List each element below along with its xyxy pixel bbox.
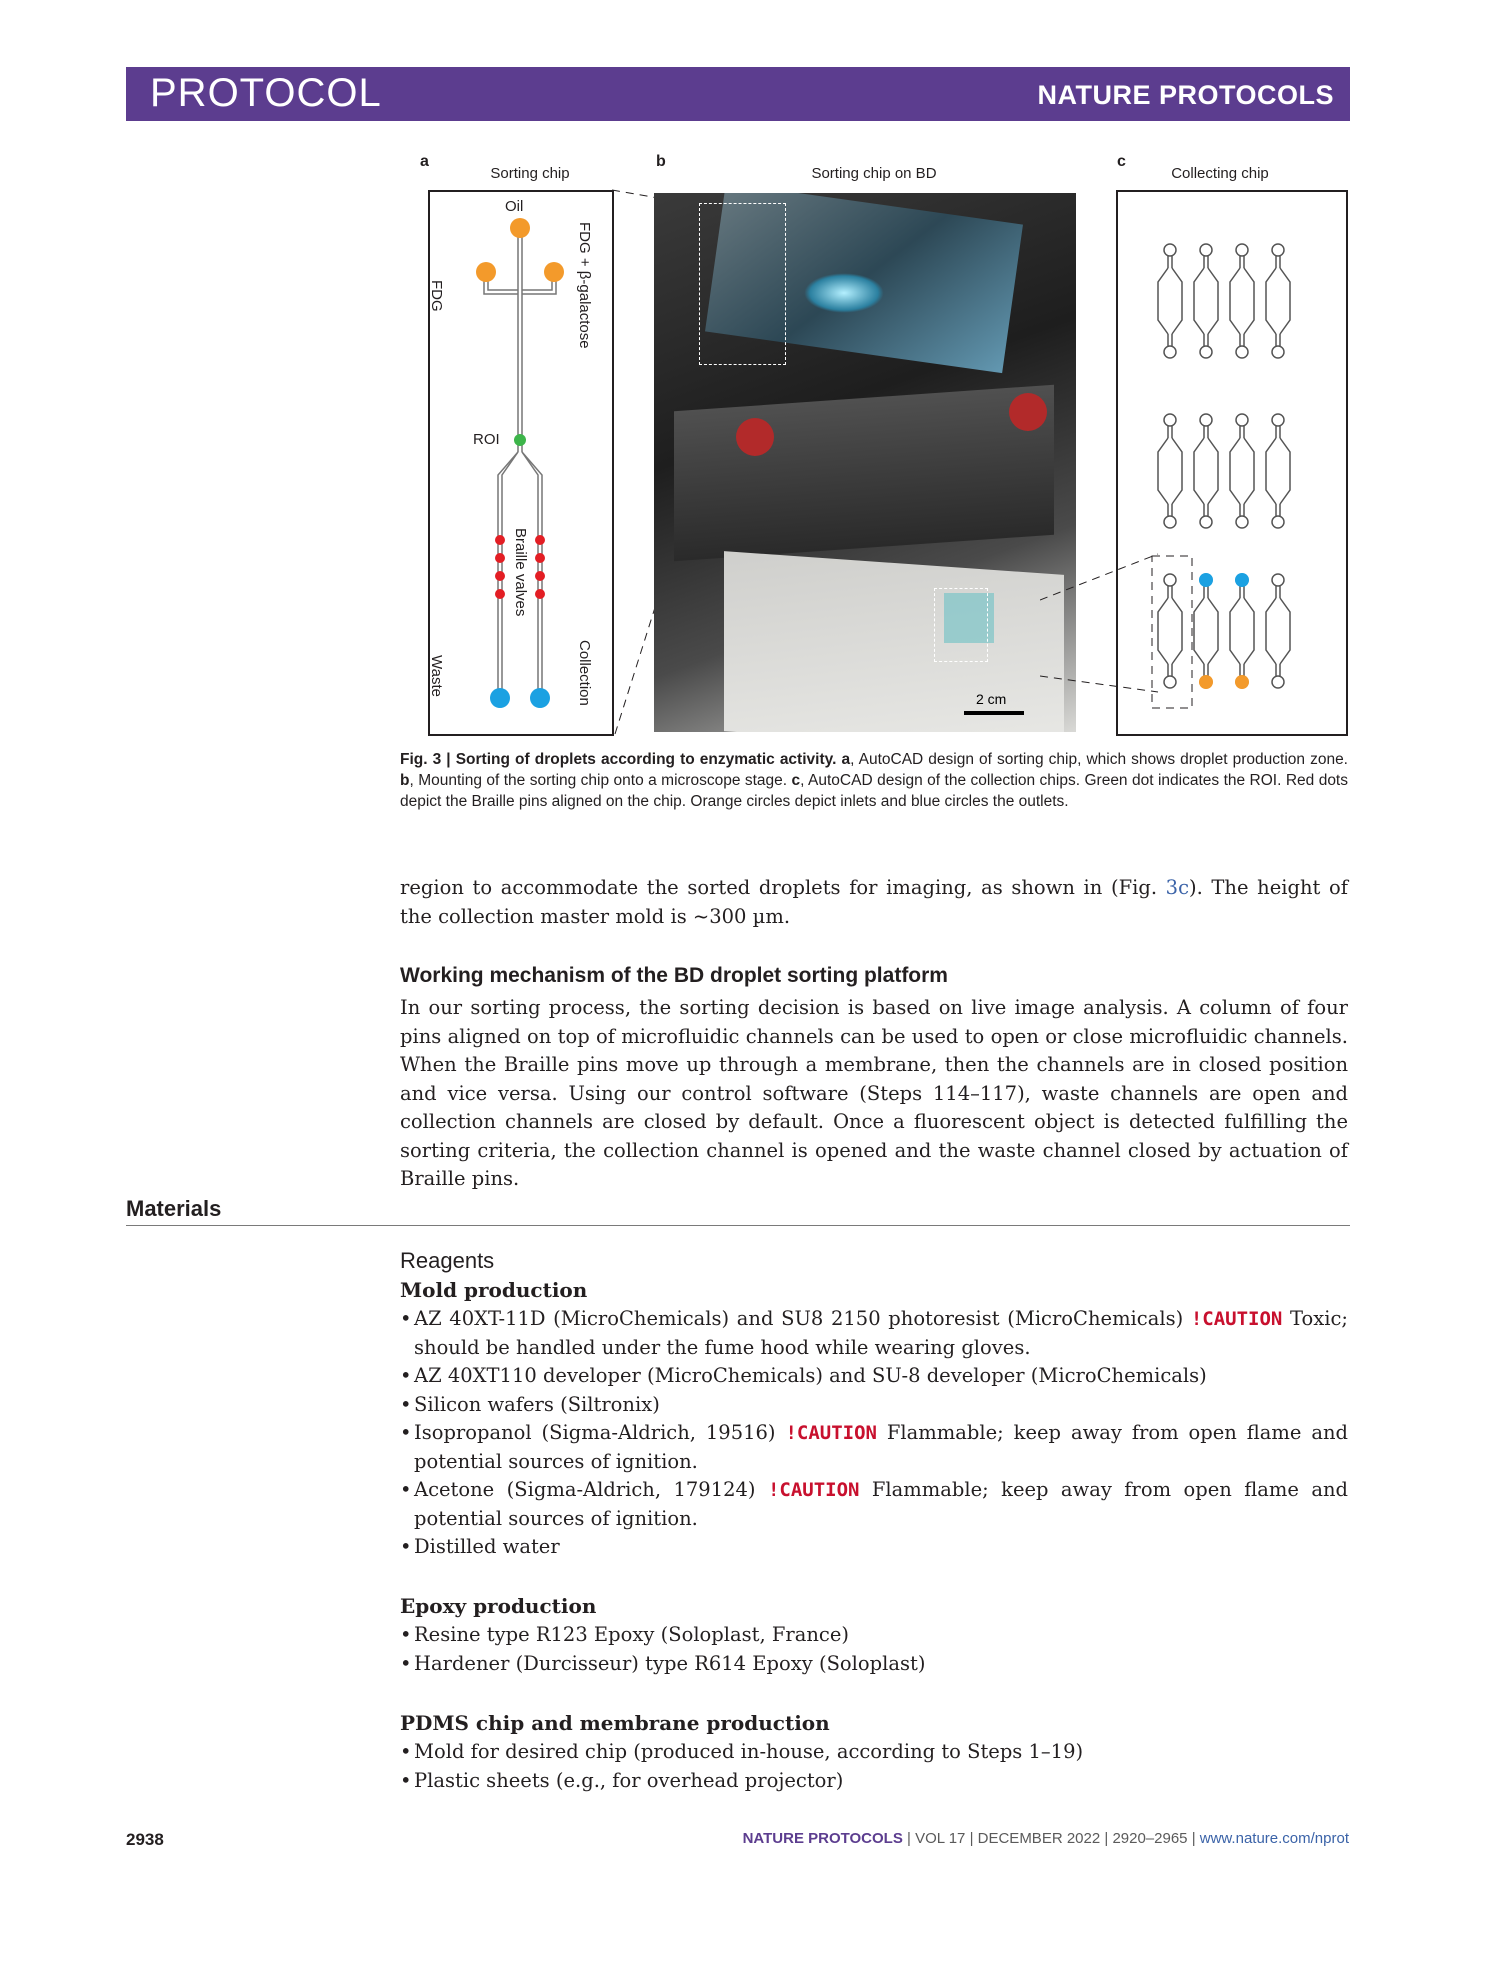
working-mechanism-body: In our sorting process, the sorting decision is based on live image analysis. A column of four pins aligned on top of microfluidic channels can be used to open or close microfluidic channels. When the Braille pins move up through a membrane, then the channels are in closed position and vice versa. Using our control software (Steps 114–117), waste channels are open and collection channels are closed by default. Once a fluorescent object is detected fulfilling the sorting criteria, the collection channel is opened and the waste channel closed by actuation of Braille pins.	[400, 996, 1348, 1190]
list-item: • Silicon wafers (Siltronix)	[400, 1391, 1348, 1420]
fdg-galactose-label: FDG + β-galactose	[576, 222, 593, 349]
mold-production-list	[400, 1305, 1348, 1562]
oil-inlet-dot	[510, 218, 530, 238]
panel-c-title: Collecting chip	[1171, 165, 1269, 182]
fdg-inlet-dot	[476, 262, 496, 282]
footer-citation: NATURE PROTOCOLS | VOL 17 | DECEMBER 2022 | 2920–2965 | www.nature.com/nprot	[742, 1830, 1349, 1847]
collection-chip-diagram	[1116, 190, 1348, 736]
caption-c-letter: c	[791, 772, 801, 789]
inlet-dot-orange-2	[1235, 675, 1249, 689]
reagents-heading: Reagents	[400, 1248, 495, 1273]
pdms-production-heading: PDMS chip and membrane production	[400, 1711, 830, 1735]
epoxy-production-list	[400, 1621, 1348, 1678]
list-item: • AZ 40XT-11D (MicroChemicals) and SU8 2150 photoresist (MicroChemicals) !CAUTION Toxic; should be handled under the fume hood while wearing gloves.	[400, 1305, 1348, 1362]
panel-a-title: Sorting chip	[490, 165, 570, 182]
waste-outlet-dot	[490, 688, 510, 708]
materials-title: Materials	[126, 1196, 222, 1221]
figure-3	[0, 0, 1489, 740]
caution-label: !CAUTION	[1190, 1308, 1283, 1330]
intro-paragraph	[400, 874, 1348, 931]
article-type-label: PROTOCOL	[150, 71, 382, 115]
journal-name: NATURE PROTOCOLS	[1037, 80, 1334, 110]
outlet-dot-blue-1	[1199, 573, 1213, 587]
panel-c-letter: c	[1117, 153, 1126, 170]
chamber-row-1	[1158, 244, 1290, 358]
caption-a-text: , AutoCAD design of sorting chip, which shows droplet production zone.	[850, 751, 1348, 768]
caution-label: !CAUTION	[767, 1479, 860, 1501]
intro-text-after: ). The height of the collection master mold is ~300 µm.	[400, 876, 1348, 928]
collection-outlet-dot	[530, 688, 550, 708]
panel-b-letter: b	[656, 153, 666, 170]
footer-pages: 2920–2965	[1112, 1830, 1188, 1847]
journal-url-link[interactable]: www.nature.com/nprot	[1199, 1830, 1349, 1847]
chamber-row-3	[1158, 574, 1290, 688]
list-item: • Acetone (Sigma-Aldrich, 179124) !CAUTION Flammable; keep away from open flame and potential sources of ignition.	[400, 1476, 1348, 1533]
list-item: • Plastic sheets (e.g., for overhead projector)	[400, 1767, 1348, 1796]
outlet-dot-blue-2	[1235, 573, 1249, 587]
footer-journal: NATURE PROTOCOLS	[742, 1830, 903, 1847]
figure-caption	[400, 749, 1348, 812]
caption-a-letter: a	[841, 751, 851, 768]
footer-date: DECEMBER 2022	[977, 1830, 1101, 1847]
fdg-gal-inlet-dot	[544, 262, 564, 282]
footer-volume: VOL 17	[915, 1830, 966, 1847]
chamber-row-2	[1158, 414, 1290, 528]
scale-bar-label: 2 cm	[976, 691, 1007, 707]
list-item: • Resine type R123 Epoxy (Soloplast, France)	[400, 1621, 1348, 1650]
fdg-label: FDG	[428, 280, 445, 312]
mold-production-heading: Mold production	[400, 1278, 588, 1302]
section-divider	[126, 1225, 1350, 1226]
caption-b-text: , Mounting of the sorting chip onto a microscope stage.	[409, 772, 788, 789]
roi-label: ROI	[473, 431, 500, 448]
list-item: • Distilled water	[400, 1533, 1348, 1562]
figure-3c-link[interactable]: 3c	[1165, 876, 1189, 899]
panel-a-letter: a	[420, 153, 429, 170]
list-item: • Mold for desired chip (produced in-house, according to Steps 1–19)	[400, 1738, 1348, 1767]
waste-label: Waste	[428, 655, 445, 697]
list-item: • Isopropanol (Sigma-Aldrich, 19516) !CAUTION Flammable; keep away from open flame and potential sources of ignition.	[400, 1419, 1348, 1476]
pdms-production-list	[400, 1738, 1348, 1795]
caption-b-letter: b	[400, 772, 410, 789]
oil-label: Oil	[505, 198, 524, 215]
epoxy-production-heading: Epoxy production	[400, 1594, 597, 1618]
inlet-dot-orange-1	[1199, 675, 1213, 689]
list-item: • AZ 40XT110 developer (MicroChemicals) and SU-8 developer (MicroChemicals)	[400, 1362, 1348, 1391]
working-mechanism-heading: Working mechanism of the BD droplet sorting platform	[400, 964, 948, 987]
caption-c-text: , AutoCAD design of the collection chips. Green dot indicates the ROI. Red dots depict the Braille pins aligned on the chip. Orange circles depict inlets and blue circles the outlets.	[400, 772, 1348, 810]
roi-dot	[514, 434, 526, 446]
braille-valves-label: Braille valves	[512, 528, 529, 617]
microscope-photo	[654, 193, 1076, 732]
caption-label: Fig. 3 | Sorting of droplets according to enzymatic activity.	[400, 751, 837, 768]
panel-b-title: Sorting chip on BD	[811, 165, 937, 182]
page-number: 2938	[126, 1830, 164, 1849]
caution-label: !CAUTION	[785, 1422, 877, 1444]
intro-text-before: region to accommodate the sorted droplets for imaging, as shown in (Fig.	[400, 876, 1166, 899]
collection-label: Collection	[576, 640, 593, 706]
list-item: • Hardener (Durcisseur) type R614 Epoxy (Soloplast)	[400, 1650, 1348, 1679]
